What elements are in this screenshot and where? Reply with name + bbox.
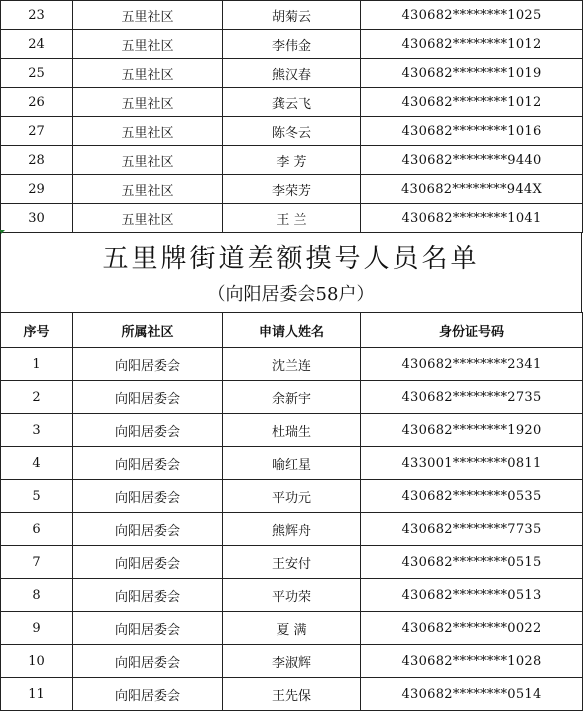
- serial-number-cell: 9: [1, 612, 73, 645]
- serial-number-cell: 24: [1, 30, 73, 59]
- applicant-name-cell: 喻红星: [223, 447, 361, 480]
- table-row: [1, 414, 583, 447]
- table-row: [1, 204, 583, 233]
- xiangyang-rows: [1, 348, 583, 711]
- id-number-cell: 430682********0514: [361, 678, 583, 711]
- applicant-name-cell: 余新宇: [223, 381, 361, 414]
- id-number-cell: 430682********1012: [361, 30, 583, 59]
- header-community: 所属社区: [73, 313, 223, 348]
- serial-number-cell: 3: [1, 414, 73, 447]
- id-number-cell: 433001********0811: [361, 447, 583, 480]
- serial-number-cell: 29: [1, 175, 73, 204]
- table-row: [1, 546, 583, 579]
- id-number-cell: 430682********1019: [361, 59, 583, 88]
- applicant-name-cell: 王安付: [223, 546, 361, 579]
- community-cell: 向阳居委会: [73, 513, 223, 546]
- table-row: [1, 348, 583, 381]
- applicant-name-cell: 王 兰: [223, 204, 361, 233]
- id-number-cell: 430682********1041: [361, 204, 583, 233]
- serial-number-cell: 7: [1, 546, 73, 579]
- community-cell: 五里社区: [73, 146, 223, 175]
- community-cell: 向阳居委会: [73, 579, 223, 612]
- table-row: [1, 480, 583, 513]
- id-number-cell: 430682********2735: [361, 381, 583, 414]
- serial-number-cell: 11: [1, 678, 73, 711]
- id-number-cell: 430682********0022: [361, 612, 583, 645]
- community-cell: 向阳居委会: [73, 678, 223, 711]
- applicant-name-cell: 沈兰连: [223, 348, 361, 381]
- table-row: [1, 612, 583, 645]
- id-number-cell: 430682********9440: [361, 146, 583, 175]
- table-row: [1, 59, 583, 88]
- table-row: [1, 381, 583, 414]
- serial-number-cell: 4: [1, 447, 73, 480]
- applicant-name-cell: 李伟金: [223, 30, 361, 59]
- applicant-name-cell: 熊辉舟: [223, 513, 361, 546]
- id-number-cell: 430682********944X: [361, 175, 583, 204]
- community-cell: 向阳居委会: [73, 381, 223, 414]
- header-applicant-name: 申请人姓名: [223, 313, 361, 348]
- serial-number-cell: 8: [1, 579, 73, 612]
- document-title: 五里牌街道差额摸号人员名单: [102, 244, 480, 274]
- applicant-name-cell: 夏 满: [223, 612, 361, 645]
- community-cell: 向阳居委会: [73, 447, 223, 480]
- applicant-name-cell: 李淑辉: [223, 645, 361, 678]
- previous-community-table: [0, 0, 583, 233]
- serial-number-cell: 26: [1, 88, 73, 117]
- document-subtitle: （向阳居委会58户）: [207, 284, 375, 305]
- id-number-cell: 430682********1028: [361, 645, 583, 678]
- applicant-name-cell: 李 芳: [223, 146, 361, 175]
- table-row: [1, 88, 583, 117]
- applicant-name-cell: 杜瑞生: [223, 414, 361, 447]
- table-row: [1, 30, 583, 59]
- previous-community-rows: [1, 1, 583, 233]
- table-row: [1, 447, 583, 480]
- table-row: [1, 645, 583, 678]
- serial-number-cell: 10: [1, 645, 73, 678]
- community-cell: 向阳居委会: [73, 414, 223, 447]
- id-number-cell: 430682********1025: [361, 1, 583, 30]
- community-cell: 五里社区: [73, 117, 223, 146]
- header-serial-number: 序号: [1, 313, 73, 348]
- community-cell: 五里社区: [73, 1, 223, 30]
- table-row: [1, 117, 583, 146]
- applicant-name-cell: 李荣芳: [223, 175, 361, 204]
- serial-number-cell: 2: [1, 381, 73, 414]
- applicant-name-cell: 陈冬云: [223, 117, 361, 146]
- community-cell: 五里社区: [73, 204, 223, 233]
- table-row: [1, 175, 583, 204]
- community-cell: 五里社区: [73, 175, 223, 204]
- community-cell: 向阳居委会: [73, 546, 223, 579]
- xiangyang-roster-table: [0, 312, 583, 711]
- id-number-cell: 430682********2341: [361, 348, 583, 381]
- serial-number-cell: 5: [1, 480, 73, 513]
- applicant-name-cell: 平功元: [223, 480, 361, 513]
- id-number-cell: 430682********7735: [361, 513, 583, 546]
- header-id-number: 身份证号码: [361, 313, 583, 348]
- table-row: [1, 513, 583, 546]
- serial-number-cell: 28: [1, 146, 73, 175]
- serial-number-cell: 1: [1, 348, 73, 381]
- applicant-name-cell: 王先保: [223, 678, 361, 711]
- community-cell: 五里社区: [73, 88, 223, 117]
- serial-number-cell: 30: [1, 204, 73, 233]
- applicant-name-cell: 胡菊云: [223, 1, 361, 30]
- id-number-cell: 430682********0535: [361, 480, 583, 513]
- table-row: [1, 1, 583, 30]
- applicant-name-cell: 平功荣: [223, 579, 361, 612]
- applicant-name-cell: 熊汉春: [223, 59, 361, 88]
- serial-number-cell: 25: [1, 59, 73, 88]
- community-cell: 向阳居委会: [73, 612, 223, 645]
- table-header-row: [1, 313, 583, 348]
- serial-number-cell: 23: [1, 1, 73, 30]
- community-cell: 向阳居委会: [73, 645, 223, 678]
- table-row: [1, 579, 583, 612]
- id-number-cell: 430682********1920: [361, 414, 583, 447]
- serial-number-cell: 6: [1, 513, 73, 546]
- community-cell: 五里社区: [73, 30, 223, 59]
- applicant-name-cell: 龚云飞: [223, 88, 361, 117]
- community-cell: 五里社区: [73, 59, 223, 88]
- community-cell: 向阳居委会: [73, 348, 223, 381]
- id-number-cell: 430682********1012: [361, 88, 583, 117]
- id-number-cell: 430682********1016: [361, 117, 583, 146]
- community-cell: 向阳居委会: [73, 480, 223, 513]
- id-number-cell: 430682********0515: [361, 546, 583, 579]
- serial-number-cell: 27: [1, 117, 73, 146]
- table-row: [1, 678, 583, 711]
- table-row: [1, 146, 583, 175]
- section-title-block: [0, 232, 582, 312]
- id-number-cell: 430682********0513: [361, 579, 583, 612]
